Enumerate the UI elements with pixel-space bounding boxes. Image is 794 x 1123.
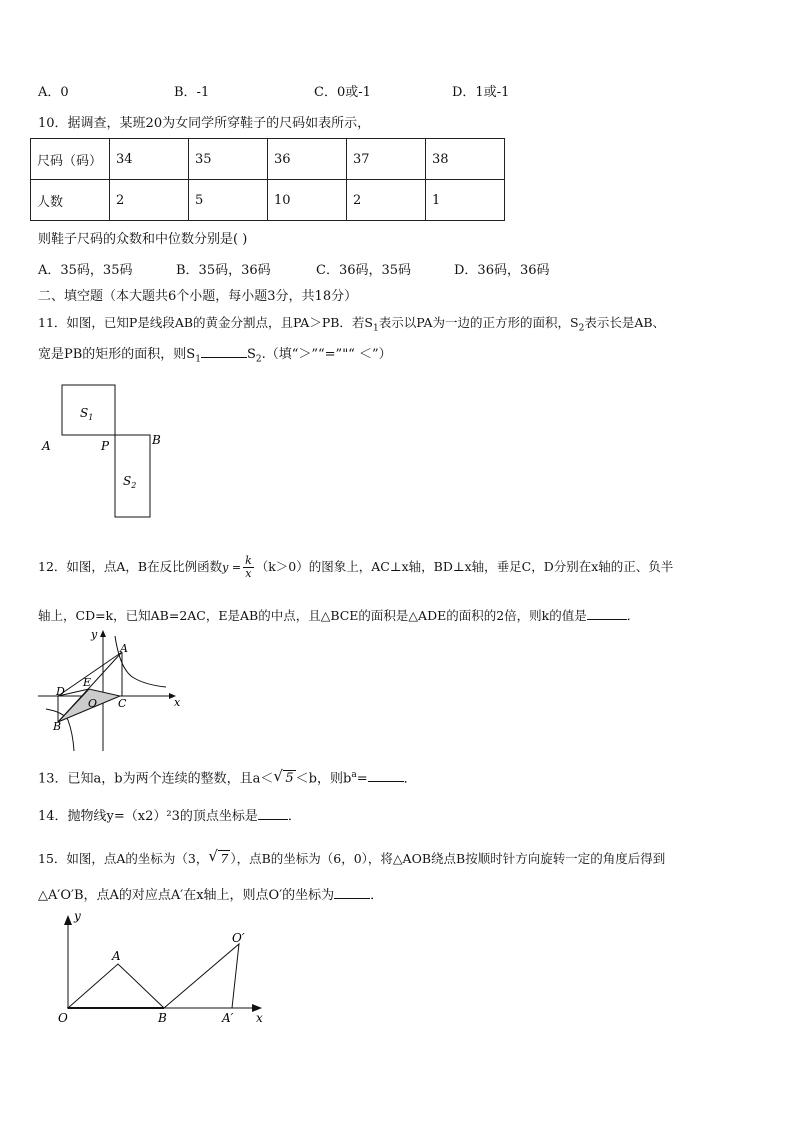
- table-cell: 人数: [31, 180, 110, 221]
- label-c: C: [118, 697, 127, 710]
- q15-line1: [38, 847, 666, 868]
- label-o-prime: O′: [232, 931, 245, 945]
- label-o: O: [58, 1011, 68, 1025]
- label-o: O: [88, 697, 98, 710]
- table-cell: 1: [426, 180, 505, 221]
- q9-option-b: B．-1: [174, 85, 210, 100]
- table-cell: 35: [189, 139, 268, 180]
- label-x: x: [174, 696, 181, 709]
- sqrt-radicand: 5: [285, 771, 294, 787]
- label-b: B: [152, 433, 161, 447]
- answer-blank[interactable]: [201, 345, 247, 358]
- square-s1: [62, 385, 115, 435]
- table-cell: 34: [110, 139, 189, 180]
- q11-sub: 2: [578, 323, 585, 334]
- label-y: y: [74, 909, 81, 923]
- frac-den: x: [245, 567, 252, 580]
- q11-text: 宽是PB的矩形的面积，则S: [38, 347, 196, 362]
- q10-stem: 10．据调查，某班20为女同学所穿鞋子的尺码如表所示，: [38, 116, 371, 131]
- answer-blank[interactable]: [587, 607, 627, 620]
- q11-line2: [38, 345, 392, 369]
- label-p: P: [101, 439, 110, 453]
- table-cell: 5: [189, 180, 268, 221]
- func-y: y =: [222, 561, 242, 574]
- triangle-a2o2b: [164, 944, 239, 1008]
- q13-text: =: [356, 771, 368, 787]
- label-y: y: [91, 628, 98, 641]
- table-cell: 2: [347, 180, 426, 221]
- q12-line2: [38, 607, 639, 625]
- q15-line2: [38, 886, 383, 905]
- q11-sub: 2: [255, 354, 262, 365]
- q10-option-a: A．35码，35码: [38, 263, 133, 278]
- q10-option-c: C．36码，35码: [316, 263, 412, 278]
- q14-line: [38, 807, 301, 826]
- q11-text: 表示长是AB、: [584, 315, 666, 330]
- label-d: D: [56, 685, 65, 698]
- q11-sub: 1: [195, 354, 201, 365]
- q9-option-a: A．0: [38, 85, 69, 100]
- sqrt-radicand: 7: [220, 851, 229, 866]
- q15-text: 15．如图，点A的坐标为（3，: [38, 851, 209, 866]
- table-cell: 尺码（码）: [31, 139, 110, 180]
- q11-figure: [36, 380, 176, 525]
- table-cell: 2: [110, 180, 189, 221]
- frac-num: k: [245, 554, 252, 567]
- q10-question: 则鞋子尺码的众数和中位数分别是( ): [38, 232, 248, 247]
- label-x: x: [256, 1011, 263, 1025]
- q10-option-d: D．36码，36码: [454, 263, 550, 278]
- q15-text: △A′O′B，点A的对应点A′在x轴上，则点O′的坐标为: [38, 888, 335, 903]
- table-cell: 10: [268, 180, 347, 221]
- table-row: [31, 180, 505, 221]
- q12-text: 轴上，CD=k，已知AB=2AC，E是AB的中点，且△BCE的面积是△ADE的面积的2倍，则k的值是: [38, 608, 587, 623]
- label-b: B: [53, 720, 62, 733]
- label-a-prime: A′: [222, 1011, 234, 1025]
- q11-text: .（填“＞”“=”"“ ＜”）: [261, 347, 392, 362]
- table-cell: 38: [426, 139, 505, 180]
- answer-blank[interactable]: [258, 807, 288, 820]
- answer-blank[interactable]: [368, 769, 404, 782]
- q13-line: [38, 766, 417, 788]
- q12-text: 12．如图，点A，B在反比例函数: [38, 559, 223, 574]
- q14-text: 14．抛物线y=（x2）²3的顶点坐标是: [38, 809, 258, 824]
- q10-option-b: B．35码，36码: [176, 263, 271, 278]
- shoe-size-table: [30, 138, 505, 221]
- q14-text: ．: [287, 809, 301, 824]
- q11-sub: 1: [372, 323, 379, 334]
- q12-figure: [36, 626, 186, 756]
- y-arrow: [100, 630, 106, 637]
- q11-text: 11．如图，已知P是线段AB的黄金分割点，且PA＞PB．若S: [38, 315, 373, 330]
- q13-text: ．: [403, 771, 417, 787]
- label-a: A: [42, 439, 51, 453]
- q9-option-c: C．0或-1: [314, 85, 371, 100]
- label-e: E: [83, 676, 92, 689]
- fraction-k-over-x: [243, 555, 254, 580]
- q12-text: （k＞0）的图象上，AC⊥x轴，BD⊥x轴，垂足C，D分别在x轴的正、负半: [255, 559, 674, 574]
- q11-text: 表示以PA为一边的正方形的面积，S: [378, 315, 579, 330]
- table-row: [31, 139, 505, 180]
- table-cell: 36: [268, 139, 347, 180]
- sqrt-five: √ 5: [273, 767, 294, 787]
- label-s1: $S_1$: [80, 406, 94, 422]
- answer-blank[interactable]: [334, 886, 370, 899]
- y-arrow: [64, 915, 72, 925]
- section-heading: 二、填空题（本大题共6个小题，每小题3分，共18分）: [38, 289, 358, 304]
- q12-text: ．: [626, 608, 640, 623]
- q13-text: ＜b，则b: [295, 771, 352, 787]
- table-cell: 37: [347, 139, 426, 180]
- q13-sup: a: [351, 770, 357, 780]
- triangle-aob: [68, 964, 164, 1008]
- rectangle-s2: [115, 435, 150, 517]
- q12-line1: [38, 552, 673, 583]
- sqrt-seven: √ 7: [208, 847, 229, 866]
- label-a: A: [120, 642, 128, 655]
- label-b: B: [158, 1011, 167, 1025]
- q15-text: ．: [370, 888, 384, 903]
- label-s2: $S_2$: [123, 474, 137, 490]
- q13-text: 13．已知a，b为两个连续的整数，且a＜: [38, 771, 274, 787]
- q15-figure: [50, 904, 280, 1029]
- q11-text: S: [246, 347, 256, 362]
- label-a: A: [112, 949, 121, 963]
- q15-text: ），点B的坐标为（6，0），将△AOB绕点B按顺时针方向旋转一定的角度后得到: [230, 851, 666, 866]
- q9-option-d: D．1或-1: [452, 85, 510, 100]
- q11-line1: [38, 314, 665, 338]
